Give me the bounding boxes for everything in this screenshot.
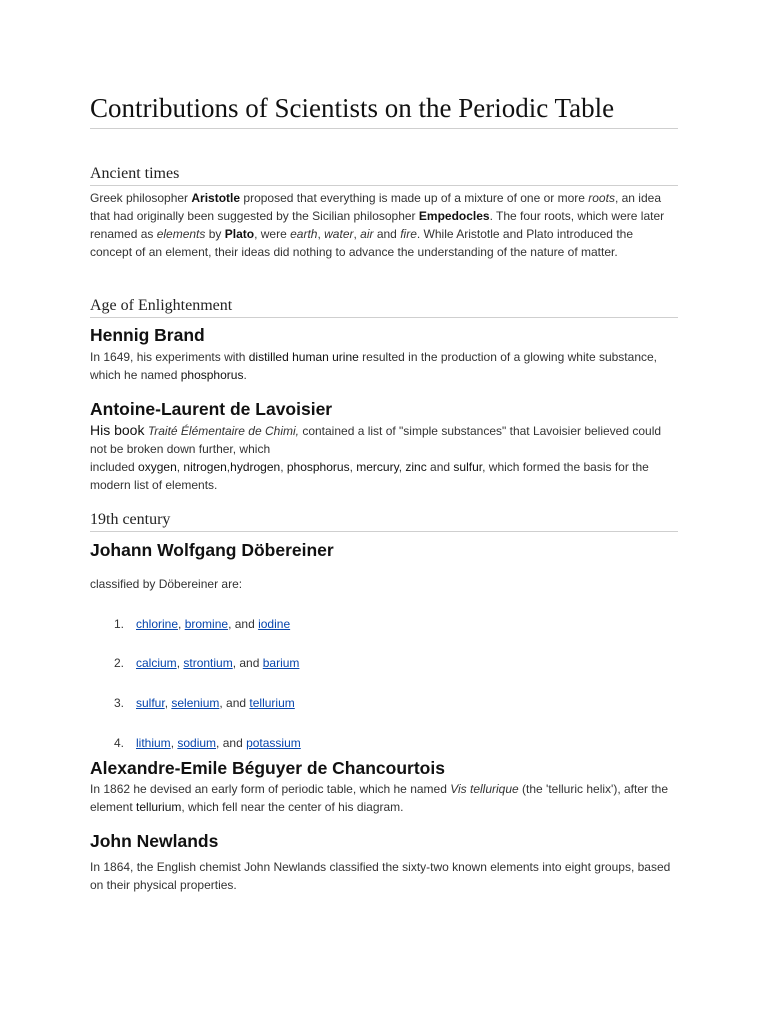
aristotle-term: Aristotle bbox=[191, 191, 241, 205]
heading-hennig-brand: Hennig Brand bbox=[90, 325, 205, 345]
link-barium[interactable]: barium bbox=[262, 656, 300, 670]
link-strontium[interactable]: strontium bbox=[183, 656, 233, 670]
link-tellurium[interactable]: tellurium bbox=[249, 696, 295, 710]
section-heading-enlightenment: Age of Enlightenment bbox=[90, 296, 678, 318]
link-sodium[interactable]: sodium bbox=[177, 736, 217, 750]
link-sulfur[interactable]: sulfur bbox=[136, 696, 165, 710]
paragraph-dobereiner-intro: classified by Döbereiner are: bbox=[90, 577, 243, 591]
section-heading-19th-century: 19th century bbox=[90, 510, 678, 532]
link-iodine[interactable]: iodine bbox=[258, 617, 291, 631]
link-potassium[interactable]: potassium bbox=[246, 736, 301, 750]
heading-lavoisier: Antoine-Laurent de Lavoisier bbox=[90, 399, 333, 419]
link-selenium[interactable]: selenium bbox=[171, 696, 220, 710]
link-calcium[interactable]: calcium bbox=[136, 656, 177, 670]
heading-john-newlands: John Newlands bbox=[90, 831, 219, 851]
section-heading-ancient: Ancient times bbox=[90, 164, 678, 186]
page-title: Contributions of Scientists on the Periodic Table bbox=[90, 92, 678, 129]
heading-dobereiner: Johann Wolfgang Döbereiner bbox=[90, 540, 334, 560]
link-lithium[interactable]: lithium bbox=[136, 736, 171, 750]
paragraph-ancient: Greek philosopher Aristotle proposed that everything is made up of a mixture of one or more roots, an idea that had originally been suggested by the Sicilian philosopher Empedocles. The four roots, which were later renamed as elements by Plato, were earth, water, air and fire. While Aristotle and Plato introduced the concept of an element, their ideas did nothing to advance the understanding of the nature of matter. bbox=[90, 191, 665, 259]
paragraph-chancourtois: In 1862 he devised an early form of periodic table, which he named Vis tellurique (the 'telluric helix'), after the element tellurium, which fell near the center of his diagram. bbox=[90, 782, 669, 814]
paragraph-hennig-brand: In 1649, his experiments with distilled human urine resulted in the production of a glowing white substance, which he named phosphorus. bbox=[90, 350, 657, 382]
heading-chancourtois: Alexandre-Emile Béguyer de Chancourtois bbox=[90, 758, 445, 778]
empedocles-term: Empedocles bbox=[418, 209, 490, 223]
paragraph-lavoisier: His book Traité Élémentaire de Chimi, contained a list of "simple substances" that Lavoisier believed could not be broken down further, which included oxygen, nitrogen,hydrogen, phosphorus, mercury, zinc and sulfur, which formed the basis for the modern list of elements. bbox=[90, 422, 662, 492]
link-chlorine[interactable]: chlorine bbox=[136, 617, 179, 631]
plato-term: Plato bbox=[224, 227, 255, 241]
link-bromine[interactable]: bromine bbox=[184, 617, 229, 631]
paragraph-john-newlands: In 1864, the English chemist John Newlands classified the sixty-two known elements into eight groups, based on their physical properties. bbox=[90, 860, 671, 892]
